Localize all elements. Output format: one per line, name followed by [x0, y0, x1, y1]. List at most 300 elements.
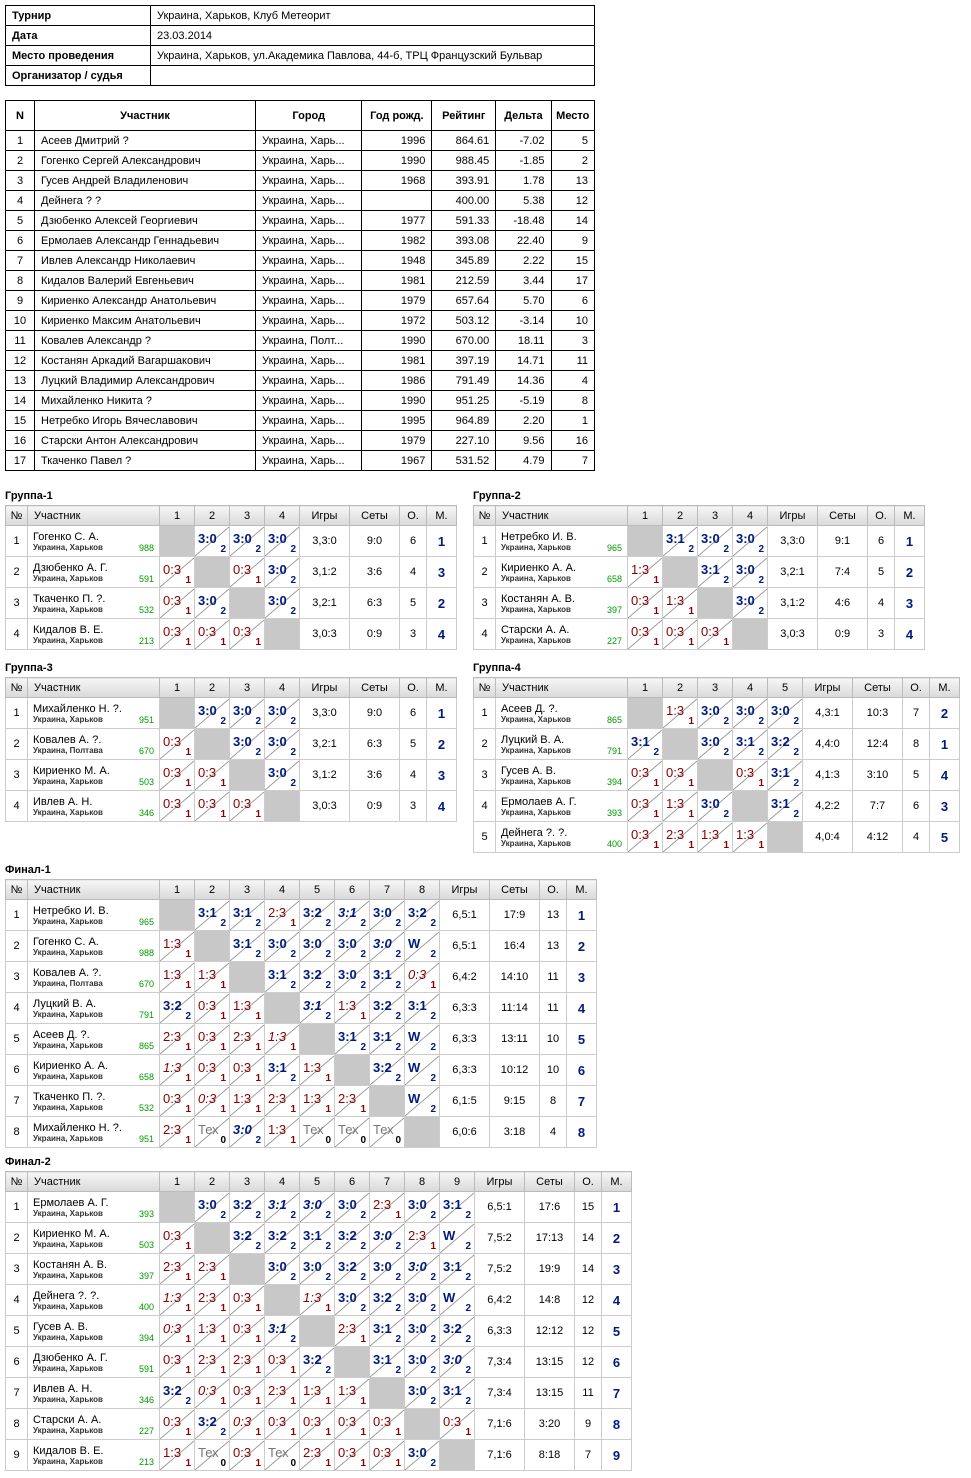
match-points: 1	[185, 1364, 191, 1376]
player-row	[474, 619, 925, 650]
match-result	[698, 527, 732, 556]
match-result	[370, 1410, 404, 1439]
match-result	[335, 932, 369, 961]
player-name: Михайленко Н. ?.	[33, 1121, 122, 1134]
match-points: 2	[793, 808, 799, 820]
match-score: Тех	[373, 1121, 394, 1137]
player-row	[6, 993, 597, 1024]
match-result	[440, 1286, 474, 1315]
player-name: Дейнега ?. ?.	[501, 826, 568, 839]
games-cell: 6,1:5	[440, 1086, 490, 1117]
result-cell	[230, 1192, 265, 1223]
participant-cell: 4	[551, 371, 594, 391]
participant-cell: 14	[551, 211, 594, 231]
player-rating: 791	[606, 746, 622, 756]
match-points: 1	[653, 839, 659, 851]
match-result	[230, 1056, 264, 1085]
match-points: 2	[290, 1072, 296, 1084]
games-cell: 3,1:2	[300, 557, 350, 588]
match-points: 2	[325, 979, 331, 991]
player-cell	[496, 760, 628, 791]
games-cell: 3,3:0	[300, 526, 350, 557]
diagonal-cell	[370, 1378, 405, 1409]
match-score: 0:3	[163, 1351, 182, 1367]
match-points: 1	[255, 574, 261, 586]
diagonal-cell	[698, 588, 733, 619]
match-result	[663, 792, 697, 821]
header-opponent: 2	[195, 678, 230, 698]
participant-cell: Ивлев Александр Николаевич	[35, 251, 256, 271]
points-cell: 5	[400, 729, 427, 760]
result-cell	[335, 1223, 370, 1254]
header-place: М.	[895, 506, 925, 526]
match-result	[440, 1348, 474, 1377]
info-label: Турнир	[6, 6, 151, 26]
match-points: 2	[360, 1271, 366, 1283]
player-cell	[28, 1347, 160, 1378]
match-points: 1	[255, 1103, 261, 1115]
match-score: 2:3	[233, 1351, 252, 1367]
participant-cell: Дейнега ? ?	[35, 191, 256, 211]
place-value: 6	[577, 1062, 586, 1078]
place-value: 3	[612, 1261, 621, 1277]
player-cell	[28, 1055, 160, 1086]
result-cell	[195, 588, 230, 619]
header-place: М.	[602, 1172, 632, 1192]
participant-cell: 16	[6, 431, 35, 451]
sets-cell: 16:4	[490, 931, 540, 962]
place-value: 1	[437, 705, 446, 721]
match-result	[335, 1286, 369, 1315]
match-result	[628, 761, 662, 790]
match-score: 1:3	[631, 561, 650, 577]
match-score: 3:1	[233, 935, 252, 951]
player-rating: 951	[138, 715, 154, 725]
result-cell	[698, 729, 733, 760]
player-row	[474, 822, 960, 853]
match-result	[160, 1317, 194, 1346]
result-cell	[160, 1055, 195, 1086]
place-cell	[602, 1409, 632, 1440]
match-result	[663, 527, 697, 556]
player-rating: 951	[138, 1134, 154, 1144]
player-city: Украина, Харьков	[501, 635, 571, 645]
header-points: О.	[400, 678, 427, 698]
diagonal-cell	[663, 729, 698, 760]
sets-cell: 9:1	[818, 526, 868, 557]
player-city: Украина, Харьков	[33, 1394, 103, 1404]
result-cell	[335, 1316, 370, 1347]
participant-cell: 22.40	[496, 231, 551, 251]
match-points: 2	[395, 917, 401, 929]
place-cell	[602, 1285, 632, 1316]
result-cell	[335, 1086, 370, 1117]
match-score: 3:0	[701, 733, 720, 749]
diagonal-cell	[300, 1024, 335, 1055]
participant-cell: Кириенко Максим Анатольевич	[35, 311, 256, 331]
header-place: М.	[567, 880, 597, 900]
match-score: 0:3	[198, 1382, 217, 1398]
result-cell	[405, 1223, 440, 1254]
match-points: 1	[758, 839, 764, 851]
match-result	[195, 1317, 229, 1346]
match-result	[733, 730, 767, 759]
participant-row	[6, 231, 595, 251]
result-cell	[160, 1024, 195, 1055]
sets-cell: 4:12	[853, 822, 903, 853]
player-city: Украина, Харьков	[33, 1363, 103, 1373]
participant-cell: Луцкий Владимир Александрович	[35, 371, 256, 391]
player-city: Украина, Харьков	[501, 573, 571, 583]
place-value: 2	[437, 736, 446, 752]
participant-cell: Ермолаев Александр Геннадьевич	[35, 231, 256, 251]
player-name: Ковалев А. ?.	[33, 966, 102, 979]
diagonal-cell	[628, 526, 663, 557]
result-cell	[230, 698, 265, 729]
match-points: 1	[395, 1457, 401, 1469]
sets-cell: 14:8	[525, 1285, 575, 1316]
result-cell	[265, 557, 300, 588]
match-score: 3:0	[268, 733, 287, 749]
player-row	[6, 1117, 597, 1148]
match-result	[230, 1286, 264, 1315]
match-result	[405, 1441, 439, 1470]
result-cell	[440, 1192, 475, 1223]
match-points: 1	[653, 777, 659, 789]
participant-cell: 1986	[362, 371, 432, 391]
place-value: 3	[437, 767, 446, 783]
result-cell	[733, 760, 768, 791]
participant-cell: 1972	[362, 311, 432, 331]
match-result	[195, 901, 229, 930]
result-cell	[230, 993, 265, 1024]
diagonal-cell	[160, 900, 195, 931]
player-city: Украина, Харьков	[501, 745, 571, 755]
match-result	[195, 1255, 229, 1284]
header-player: Участник	[28, 678, 160, 698]
info-value: Украина, Харьков, ул.Академика Павлова, 44-б, ТРЦ Французский Бульвар	[151, 46, 595, 66]
match-result	[698, 792, 732, 821]
match-result	[195, 620, 229, 649]
player-rating: 394	[138, 1333, 154, 1343]
player-city: Украина, Харьков	[33, 635, 103, 645]
match-score: 3:1	[771, 795, 790, 811]
match-score: 3:0	[736, 702, 755, 718]
sets-cell: 13:15	[525, 1378, 575, 1409]
participant-cell: 212.59	[432, 271, 496, 291]
points-cell: 4	[400, 760, 427, 791]
match-points: 2	[220, 1209, 226, 1221]
participant-cell: 6	[551, 291, 594, 311]
match-score: 2:3	[268, 1090, 287, 1106]
match-score: 0:3	[631, 623, 650, 639]
points-cell: 3	[400, 619, 427, 650]
result-cell	[663, 526, 698, 557]
result-cell	[733, 557, 768, 588]
games-cell: 6,3:3	[440, 1055, 490, 1086]
participant-cell: 3.44	[496, 271, 551, 291]
match-score: 3:0	[233, 733, 252, 749]
sets-cell: 14:10	[490, 962, 540, 993]
match-result	[160, 994, 194, 1023]
final-2-block	[5, 1156, 632, 1471]
player-number: 4	[6, 993, 28, 1024]
place-cell	[895, 619, 925, 650]
player-row	[6, 1285, 632, 1316]
participant-cell: 1.78	[496, 171, 551, 191]
match-score: 0:3	[631, 795, 650, 811]
participants-header: Место	[551, 101, 594, 131]
header-place: М.	[427, 678, 457, 698]
points-cell: 11	[540, 962, 567, 993]
result-cell	[195, 1440, 230, 1471]
participant-cell: 11	[551, 351, 594, 371]
match-score: 3:0	[233, 702, 252, 718]
group-table	[5, 1171, 632, 1471]
result-cell	[370, 1254, 405, 1285]
match-points: 2	[255, 715, 261, 727]
match-result	[335, 1379, 369, 1408]
match-score: 1:3	[666, 795, 685, 811]
header-points: О.	[903, 678, 930, 698]
match-score: 3:0	[233, 1121, 252, 1137]
match-score: 2:3	[268, 904, 287, 920]
match-points: 2	[758, 574, 764, 586]
place-value: 7	[577, 1093, 586, 1109]
player-name: Кидалов В. Е.	[33, 1444, 104, 1457]
player-cell	[28, 1117, 160, 1148]
match-points: 2	[758, 543, 764, 555]
match-points: 2	[290, 777, 296, 789]
place-cell	[427, 557, 457, 588]
player-row	[6, 1409, 632, 1440]
place-cell	[567, 931, 597, 962]
match-result	[300, 1348, 334, 1377]
match-result	[440, 1255, 474, 1284]
place-value: 1	[940, 736, 949, 752]
match-points: 1	[653, 808, 659, 820]
info-row	[6, 66, 595, 86]
match-score: 3:1	[373, 966, 392, 982]
match-points: 2	[430, 1010, 436, 1022]
sets-cell: 7:4	[818, 557, 868, 588]
match-points: 1	[255, 1457, 261, 1469]
player-city: Украина, Харьков	[501, 604, 571, 614]
header-opponent: 8	[405, 880, 440, 900]
player-number: 1	[6, 698, 28, 729]
match-points: 1	[220, 1041, 226, 1053]
result-cell	[440, 1285, 475, 1316]
match-result	[300, 1255, 334, 1284]
match-points: 2	[325, 917, 331, 929]
match-score: 3:0	[268, 561, 287, 577]
match-result	[300, 963, 334, 992]
result-cell	[733, 588, 768, 619]
player-row	[6, 557, 457, 588]
result-cell	[160, 1378, 195, 1409]
player-rating: 503	[138, 1240, 154, 1250]
result-cell	[733, 698, 768, 729]
result-cell	[335, 993, 370, 1024]
points-cell: 11	[540, 993, 567, 1024]
match-result	[160, 1255, 194, 1284]
games-cell: 7,3:4	[475, 1347, 525, 1378]
match-score: 3:2	[373, 1059, 392, 1075]
match-result	[160, 1056, 194, 1085]
match-score: 3:0	[268, 935, 287, 951]
participant-cell: 2.22	[496, 251, 551, 271]
match-points: 2	[360, 917, 366, 929]
match-points: 2	[290, 574, 296, 586]
points-cell: 6	[868, 526, 895, 557]
result-cell	[300, 1347, 335, 1378]
player-cell	[496, 822, 628, 853]
player-name: Михайленко Н. ?.	[33, 702, 122, 715]
header-number: №	[6, 506, 28, 526]
header-opponent: 8	[405, 1172, 440, 1192]
place-cell	[427, 729, 457, 760]
group-title: Группа-4	[473, 662, 521, 674]
match-points: 1	[185, 777, 191, 789]
player-city: Украина, Харьков	[33, 1270, 103, 1280]
participant-cell: 8	[551, 391, 594, 411]
match-result	[698, 823, 732, 852]
match-score: 3:1	[268, 966, 287, 982]
place-cell	[602, 1440, 632, 1471]
match-points: 1	[290, 1364, 296, 1376]
result-cell	[300, 1192, 335, 1223]
match-result	[230, 558, 264, 587]
place-cell	[930, 791, 960, 822]
sets-cell: 0:9	[818, 619, 868, 650]
result-cell	[195, 1285, 230, 1316]
match-result	[405, 994, 439, 1023]
place-cell	[602, 1378, 632, 1409]
result-cell	[195, 1117, 230, 1148]
place-cell	[567, 1024, 597, 1055]
result-cell	[265, 1316, 300, 1347]
participant-cell: 17	[6, 451, 35, 471]
player-name: Ткаченко П. ?.	[33, 592, 106, 605]
match-points: 1	[290, 917, 296, 929]
result-cell	[335, 1024, 370, 1055]
match-result	[628, 558, 662, 587]
header-sets: Сеты	[853, 678, 903, 698]
result-cell	[265, 1440, 300, 1471]
group-title: Финал-2	[5, 1156, 51, 1168]
points-cell: 12	[575, 1316, 602, 1347]
result-cell	[335, 1378, 370, 1409]
match-points: 1	[688, 777, 694, 789]
points-cell: 13	[540, 900, 567, 931]
result-cell	[663, 619, 698, 650]
match-score: 3:2	[338, 1227, 357, 1243]
match-points: 0	[290, 1457, 296, 1469]
match-score: 3:1	[373, 1351, 392, 1367]
result-cell	[698, 619, 733, 650]
header-opponent: 6	[335, 1172, 370, 1192]
result-cell	[195, 900, 230, 931]
participant-cell: Украина, Харь...	[256, 451, 362, 471]
diagonal-cell	[335, 1347, 370, 1378]
match-score: 0:3	[163, 561, 182, 577]
diagonal-cell	[195, 1223, 230, 1254]
diagonal-cell	[440, 1440, 475, 1471]
result-cell	[230, 1117, 265, 1148]
participant-cell: 9.56	[496, 431, 551, 451]
result-cell	[160, 962, 195, 993]
header-games: Игры	[475, 1172, 525, 1192]
result-cell	[405, 1316, 440, 1347]
points-cell: 12	[575, 1285, 602, 1316]
header-opponent: 4	[265, 880, 300, 900]
info-row	[6, 26, 595, 46]
match-result	[265, 730, 299, 759]
player-number: 7	[6, 1086, 28, 1117]
points-cell: 14	[575, 1254, 602, 1285]
match-score: 3:0	[198, 592, 217, 608]
match-points: 1	[185, 1072, 191, 1084]
participant-cell: 400.00	[432, 191, 496, 211]
match-points: 1	[430, 1240, 436, 1252]
result-cell	[733, 822, 768, 853]
match-points: 2	[465, 1333, 471, 1345]
match-score: 1:3	[163, 966, 182, 982]
player-row	[474, 588, 925, 619]
result-cell	[698, 526, 733, 557]
match-result	[335, 1255, 369, 1284]
match-score: 3:0	[373, 1227, 392, 1243]
match-points: 1	[290, 1426, 296, 1438]
match-result	[300, 1056, 334, 1085]
place-value: 4	[905, 626, 914, 642]
player-number: 3	[6, 1254, 28, 1285]
result-cell	[628, 729, 663, 760]
match-result	[405, 1056, 439, 1085]
player-cell	[28, 619, 160, 650]
player-cell	[28, 1285, 160, 1316]
player-name: Асеев Д. ?.	[501, 702, 558, 715]
points-cell: 3	[400, 791, 427, 822]
sets-cell: 9:15	[490, 1086, 540, 1117]
result-cell	[265, 1223, 300, 1254]
match-score: 3:1	[303, 1227, 322, 1243]
match-result	[698, 558, 732, 587]
result-cell	[768, 760, 803, 791]
sets-cell: 12:12	[525, 1316, 575, 1347]
player-cell	[496, 557, 628, 588]
player-number: 9	[6, 1440, 28, 1471]
participant-cell: 1995	[362, 411, 432, 431]
place-cell	[427, 791, 457, 822]
match-points: 1	[325, 1072, 331, 1084]
place-value: 2	[612, 1230, 621, 1246]
match-result	[230, 792, 264, 821]
result-cell	[335, 1285, 370, 1316]
player-name: Кириенко М. А.	[33, 1227, 110, 1240]
match-score: 3:1	[443, 1196, 462, 1212]
match-points: 1	[395, 1209, 401, 1221]
header-opponent: 2	[195, 880, 230, 900]
points-cell: 3	[868, 619, 895, 650]
result-cell	[230, 791, 265, 822]
match-score: 0:3	[736, 764, 755, 780]
diagonal-cell	[405, 1409, 440, 1440]
player-name: Нетребко И. В.	[33, 904, 109, 917]
match-result	[265, 1255, 299, 1284]
result-cell	[265, 1192, 300, 1223]
match-result	[230, 1224, 264, 1253]
